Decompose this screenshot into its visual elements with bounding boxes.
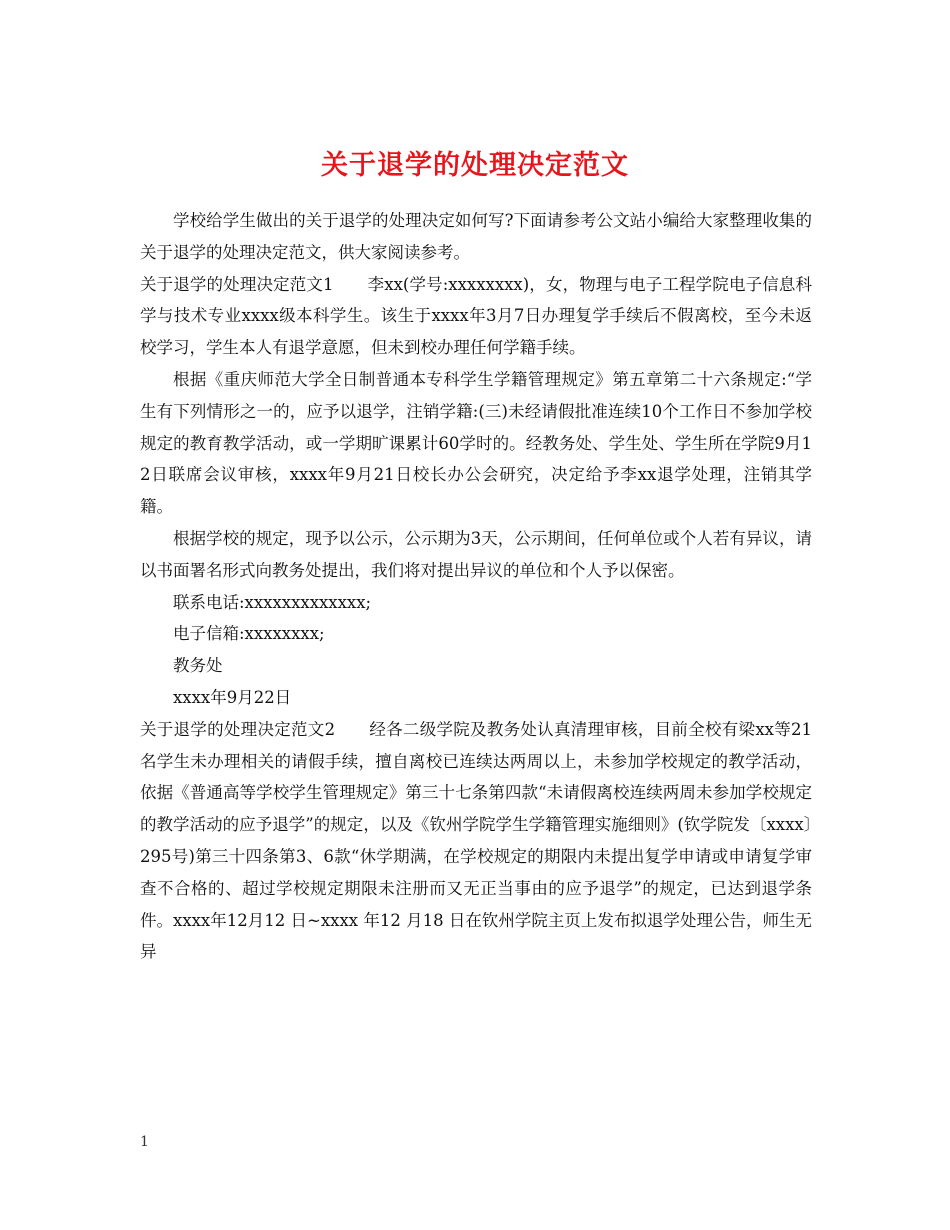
document-body [140,205,812,968]
section-1-notice-paragraph: 根据学校的规定，现予以公示，公示期为3天，公示期间，任何单位或个人若有异议，请以书面署名形式向教务处提出，我们将对提出异议的单位和个人予以保密。 [140,528,812,580]
section-1-regulation-paragraph: 根据《重庆师范大学全日制普通本专科学生学籍管理规定》第五章第二十六条规定:“学生有下列情形之一的，应予以退学，注销学籍:(三)未经请假批准连续10个工作日不参加学校规定的教育教学活动，或一学期旷课累计60学时的。经教务处、学生处、学生所在学院9月12日联席会议审核，xxxx年9月21日校长办公会研究，决定给予李xx退学处理，注销其学籍。 [140,369,812,517]
issue-date: xxxx年9月22日 [173,687,292,707]
section-1-heading: 关于退学的处理决定范文1 [140,274,334,294]
issuer-signature: 教务处 [173,656,223,676]
section-2-heading: 关于退学的处理决定范文2 [140,719,336,739]
contact-email: 电子信箱:xxxxxxxx; [173,624,325,644]
intro-paragraph: 学校给学生做出的关于退学的处理决定如何写?下面请参考公文站小编给大家整理收集的关于退学的处理决定范文，供大家阅读参考。 [140,211,812,262]
contact-phone: 联系电话:xxxxxxxxxxxxx; [173,592,372,612]
section-1-paragraph [140,269,812,364]
page-number: 1 [140,1134,149,1150]
section-2-paragraph [140,714,812,968]
section-1-lead: 李xx(学号:xxxxxxxx)，女，物理与电子工程学院电子信息科学与技术专业xxxx级本科学生。该生于xxxx年3月7日办理复学手续后不假离校，至今未返校学习，学生本人有退学意愿，但未到校办理任何学籍手续。 [140,274,812,358]
section-2-lead: 经各二级学院及教务处认真清理审核，目前全校有梁xx等21名学生未办理相关的请假手续，擅自离校已连续达两周以上，未参加学校规定的教学活动，依据《普通高等学校学生管理规定》第三十七条第四款“未请假离校连续两周未参加学校规定的教学活动的应予退学”的规定，以及《钦州学院学生学籍管理实施细则》(钦学院发〔xxxx〕295号)第三十四条第3、6款“休学期满，在学校规定的期限内未提出复学申请或申请复学审查不合格的、超过学校规定期限未注册而又无正当事由的应予退学”的规定，已达到退学条件。xxxx年12月12 日~xxxx 年12 月18 日在钦州学院主页上发布拟退学处理公告，师生无异 [140,719,813,962]
document-title: 关于退学的处理决定范文 [321,150,629,182]
